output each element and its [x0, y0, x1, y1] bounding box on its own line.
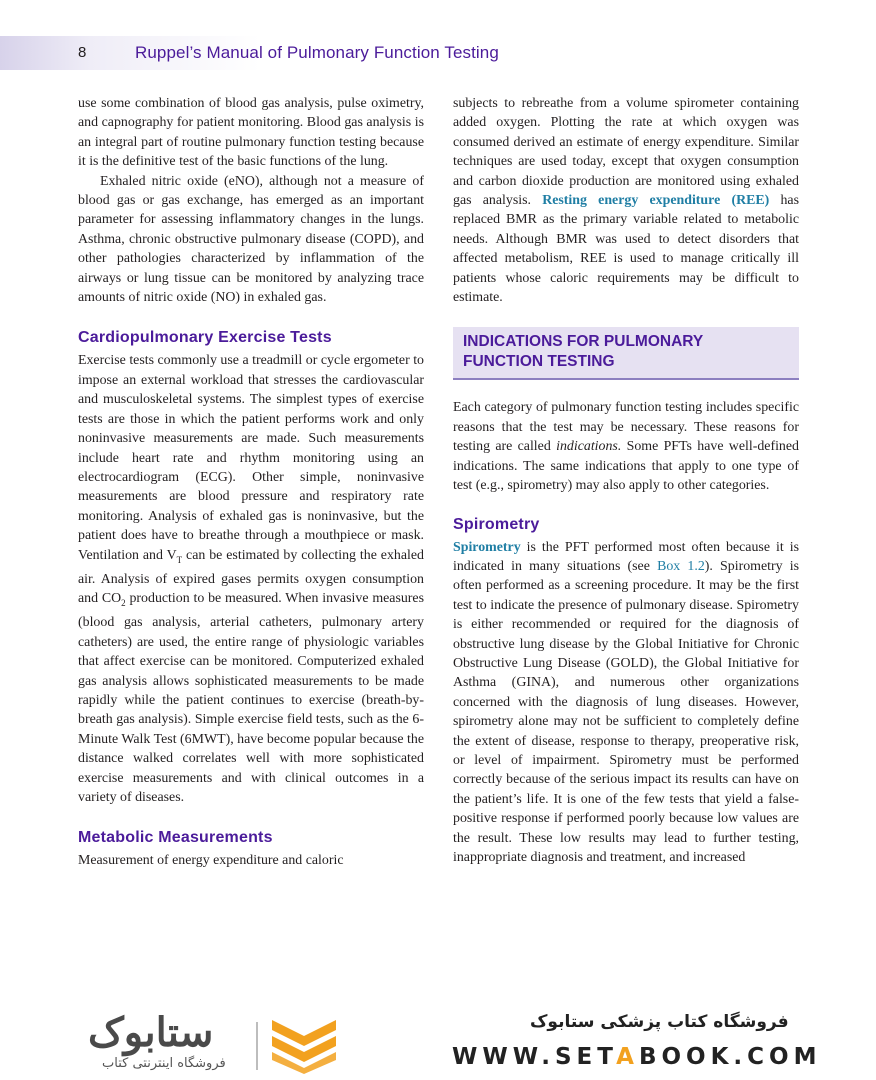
term-ree[interactable]: Resting energy expenditure (REE) [542, 193, 770, 209]
logo-subtitle: فروشگاه اینترنتی کتاب [102, 1056, 226, 1071]
paragraph-spirometry [453, 538, 799, 868]
heading-exercise-tests: Cardiopulmonary Exercise Tests [78, 329, 332, 347]
emphasis-indications: indications. [556, 439, 622, 455]
paragraph-ree [453, 94, 799, 307]
subscript-2: 2 [121, 597, 126, 608]
text-segment: is the PFT performed most often because it is indicated in many situations (see [453, 539, 799, 574]
text-segment: has replaced BMR as the primary variable related to metabolic needs. Although BMR was used to detect disorders that affected metabolism, REE is used to manage critically ill patients whose caloric requirements may be difficult to estimate. [453, 193, 799, 306]
text-segment: production to be measured. When invasive measures (blood gas analysis, arterial catheters, pulmonary artery catheters) are used, the entire range of physiologic variables that affect exercise can be monitored. Computerized exhaled gas analysis allows sophisticated measurements to be made rapidly while the patient continues to exercise (breath-by-breath gas analysis). Simple exercise field tests, such as the 6-Minute Walk Test (6MWT), have become popular because the distance walked correlates well with more sophisticated exercise measurements and with clinical outcomes in a variety of diseases. [78, 591, 424, 805]
url-part: WWW.SET [452, 1044, 617, 1070]
paragraph-exercise-tests [78, 351, 424, 807]
url-part: BOOK.COM [638, 1044, 822, 1070]
text-segment: Some PFTs have well-defined indications. The same indications that apply to one type of test (e.g., spirometry) may also apply to other categories. [453, 439, 799, 494]
text-segment: can be estimated by collecting the exhaled air. Analysis of expired gases permits oxygen consumption and CO [78, 547, 424, 607]
running-title: Ruppel’s Manual of Pulmonary Function Testing [135, 43, 499, 62]
subscript-t: T [176, 554, 183, 565]
paragraph-exhaled-no: Exhaled nitric oxide (eNO), although not a measure of blood gas or gas exchange, has emerged as an important parameter for assessing inflammatory changes in the lungs. Asthma, chronic obstructive pulmonary disease (COPD), and other pathologies characterized by inflammation of the airways or lung tissue can be monitored by analyzing trace amounts of nitric oxide (NO) in exhaled gas. [78, 173, 424, 306]
footer-divider [256, 1022, 258, 1070]
term-spirometry[interactable]: Spirometry [453, 539, 521, 555]
paragraph-metabolic: Measurement of energy expenditure and caloric [78, 853, 344, 869]
box-heading-line1: INDICATIONS FOR PULMONARY [463, 333, 704, 351]
text-segment: subjects to rebreathe from a volume spirometer containing added oxygen. Plotting the rate at which oxygen was consumed derived an estimate of energy expenditure. Similar techniques are used today, except that oxygen consumption and carbon dioxide production are monitored using exhaled gas analysis. [453, 96, 799, 209]
page-number: 8 [78, 44, 87, 61]
section-box-heading [453, 327, 799, 380]
box-heading-line2: FUNCTION TESTING [463, 353, 615, 371]
right-column [453, 94, 799, 867]
paragraph-indications [453, 398, 799, 495]
text-segment: Exercise tests commonly use a treadmill or cycle ergometer to impose an external workload that stresses the cardiovascular and musculoskeletal systems. The simplest types of exercise tests are those in which the patient performs work and only noninvasive measurements are made. Such measurements include heart rate and rhythm monitoring using an electrocardiogram (ECG). Other simple, noninvasive measurements are blood pressure and respiratory rate monitoring. Analysis of exhaled gas is noninvasive, but the patient does have to breathe through a mouthpiece or mask. Ventilation and V [78, 353, 424, 563]
left-column [78, 94, 424, 871]
shop-name: فروشگاه کتاب پزشکی ستابوک [530, 1012, 789, 1032]
shop-url[interactable] [452, 1044, 821, 1070]
page-fade [0, 968, 876, 996]
book-logo-icon [268, 1014, 340, 1074]
text-segment: Each category of pulmonary function testing includes specific reasons that the test may be necessary. These reasons for testing are called [453, 400, 799, 455]
heading-metabolic-measurements: Metabolic Measurements [78, 829, 273, 847]
box-reference-link[interactable]: Box 1.2 [657, 558, 705, 574]
paragraph-blood-gas: use some combination of blood gas analysis, pulse oximetry, and capnography for patient monitoring. Blood gas analysis is an integral part of routine pulmonary function testing because it is the definitive test of the basic functions of the lung. [78, 96, 424, 170]
logo-wordmark: ستابوک [88, 1011, 214, 1055]
heading-spirometry: Spirometry [453, 515, 540, 533]
text-segment: ). Spirometry is often performed as a screening procedure. It may be the first test to indicate the presence of pulmonary disease. Spirometry is either recommended or required for the diagnosis of obstructive lung disease by the Global Initiative for Chronic Obstructive Lung Disease (GOLD), the Global Initiative for Asthma (GINA), and numerous other organizations concerned with the diagnosis of lung diseases. However, spirometry alone may not be sufficient to completely define the extent of disease, response to therapy, preoperative risk, or level of impairment. Spirometry must be performed correctly because of the serious impact its results can have on the patient’s life. It is one of the few tests that yield a false-positive response if performed poorly because low values are the result. These low results may lead to further testing, inappropriate diagnosis and treatment, and increased [453, 558, 799, 865]
url-accent: A [616, 1044, 639, 1070]
